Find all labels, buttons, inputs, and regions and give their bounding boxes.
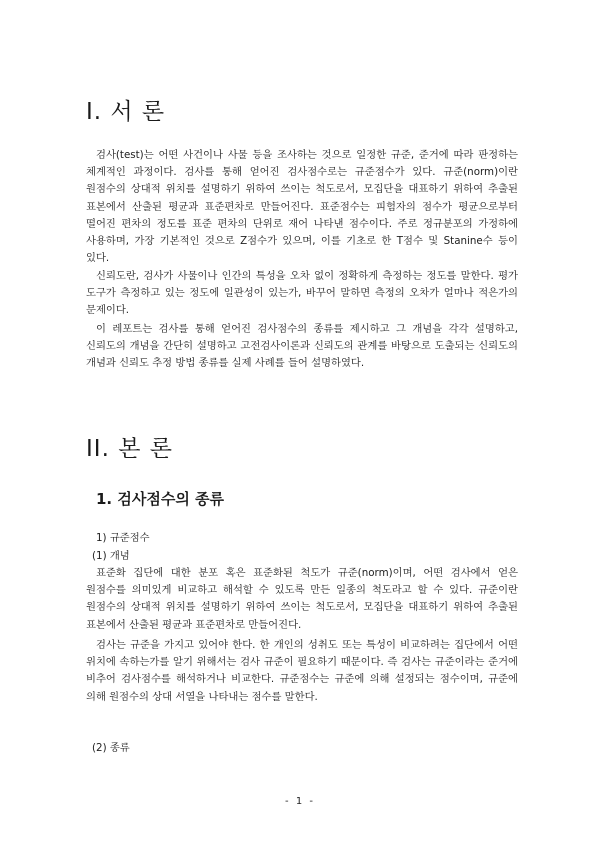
intro-paragraph-1: 검사(test)는 어떤 사건이나 사물 등을 조사하는 것으로 일정한 규준, 준거에 따라 판정하는 체계적인 과정이다. 검사를 통해 얻어진 검사점수로는 규준점수가 있다. 규준(norm)이란 원점수의 상대적 위치를 설명하기 위하여 쓰이는 척도로서, 모집단을 대표하기 위하여 추출된 표본에서 산출된 평균과 표준편차로 만들어진다. 표준점수는 피험자의 점수가 평균으로부터 떨어진 편차의 정도를 표준 편차의 단위로 재어 나타낸 점수이다. 주로 정규분포의 가정하에 사용하며, 가장 기본적인 것으로 Z점수가 있으며, 이를 기초로 한 T점수 및 Stanine수 등이 있다. — [86, 149, 518, 265]
item-types: (2) 종류 — [92, 742, 130, 754]
intro-paragraph-2: 신뢰도란, 검사가 사물이나 인간의 특성을 오차 없이 정확하게 측정하는 정도를 말한다. 평가 도구가 측정하고 있는 정도에 일관성이 있는가, 바꾸어 말하면 측정의 오차가 얼마나 적은가의 문제이다. — [86, 270, 518, 317]
section-heading-body: II. 본 론 — [86, 436, 173, 462]
intro-paragraph-3: 이 레포트는 검사를 통해 얻어진 검사점수의 종류를 제시하고 그 개념을 각각 설명하고, 신뢰도의 개념을 간단히 설명하고 고전검사이론과 신뢰도의 관계를 바탕으로 도출되는 신뢰도의 개념과 신뢰도 추정 방법 종류를 실제 사례를 들어 설명하였다. — [86, 323, 518, 370]
item-norm-score: 1) 규준점수 — [96, 532, 150, 544]
subsection-heading: 1. 검사점수의 종류 — [96, 490, 225, 508]
section-heading-introduction: I. 서 론 — [86, 99, 166, 125]
body-paragraph-1: 표준화 집단에 대한 분포 혹은 표준화된 척도가 규준(norm)이며, 어떤 검사에서 얻은 원점수를 의미있게 비교하고 해석할 수 있도록 만든 일종의 척도라고 할 수 있다. 규준이란 원점수의 상대적 위치를 설명하기 위하여 쓰이는 척도로서, 모집단을 대표하기 위하여 추출된 표본에서 산출된 평균과 표준편차로 만들어진다. — [86, 567, 518, 631]
body-paragraph-2: 검사는 규준을 가지고 있어야 한다. 한 개인의 성취도 또는 특성이 비교하려는 집단에서 어떤 위치에 속하는가를 알기 위해서는 검사 규준이 필요하기 때문이다. 즉 검사는 규준이라는 준거에 비추어 검사점수를 해석하거나 비교한다. 규준점수는 규준에 의해 설정되는 점수이며, 규준에 의해 원점수의 상대 서열을 나타내는 점수를 말한다. — [86, 639, 518, 703]
page-number: - 1 - — [285, 796, 315, 807]
item-concept: (1) 개념 — [92, 550, 130, 562]
